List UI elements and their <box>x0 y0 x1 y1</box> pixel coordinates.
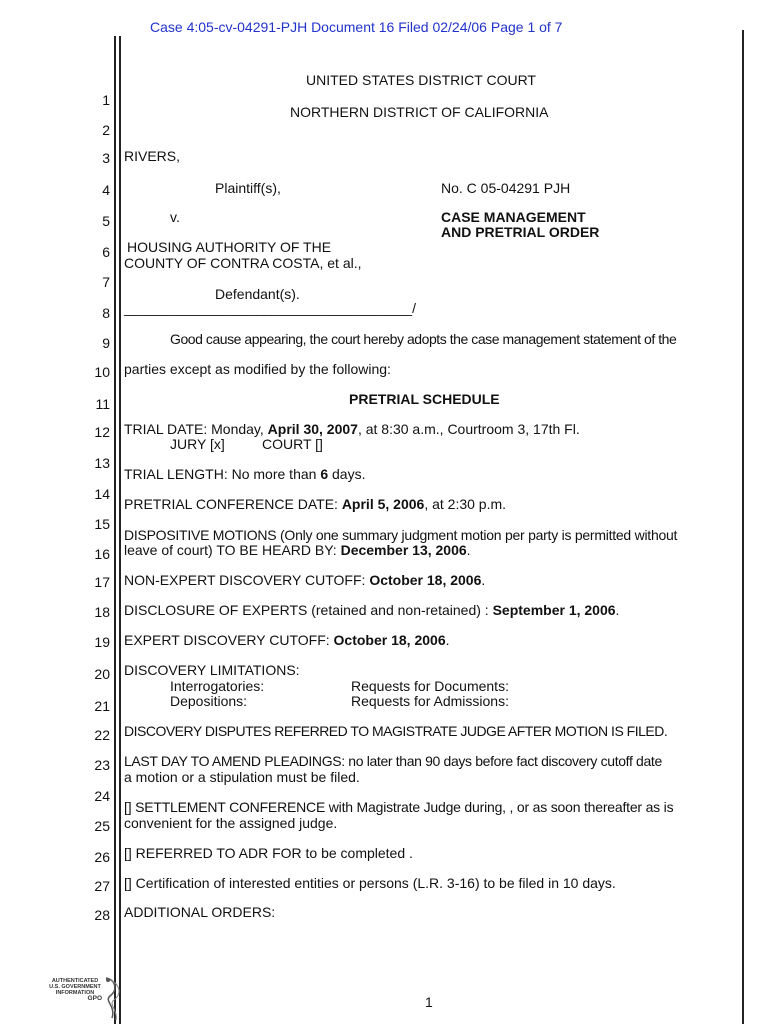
limitations-heading: DISCOVERY LIMITATIONS: <box>124 662 300 678</box>
intro-line2: parties except as modified by the following: <box>124 361 391 377</box>
case-number: No. C 05-04291 PJH <box>441 180 571 196</box>
intro-line1: Good cause appearing, the court hereby adopts the case management statement of the <box>170 331 677 347</box>
line-number: 2 <box>102 122 110 138</box>
expert-disclosure: DISCLOSURE OF EXPERTS (retained and non-retained) : September 1, 2006. <box>124 602 620 618</box>
page-number: 1 <box>425 994 433 1010</box>
trial-length: TRIAL LENGTH: No more than 6 days. <box>124 466 366 482</box>
pretrial-conference: PRETRIAL CONFERENCE DATE: April 5, 2006, at 2:30 p.m. <box>124 496 507 512</box>
line-number: 18 <box>94 604 110 620</box>
caption-underline: _____________________________________/ <box>124 300 416 316</box>
dispositive-line1: DISPOSITIVE MOTIONS (Only one summary judgment motion per party is permitted without <box>124 527 678 543</box>
line-number: 23 <box>94 757 110 773</box>
order-title-line2: AND PRETRIAL ORDER <box>441 224 600 240</box>
trial-court-option: COURT [] <box>262 436 323 452</box>
line-number: 25 <box>94 818 110 834</box>
line-number: 12 <box>94 424 110 440</box>
left-margin-rule-1 <box>114 36 116 1024</box>
court-name: UNITED STATES DISTRICT COURT <box>306 72 536 88</box>
amend-line1: LAST DAY TO AMEND PLEADINGS: no later than 90 days before fact discovery cutoff date <box>124 753 662 769</box>
line-number: 3 <box>102 150 110 166</box>
defendant-line2: COUNTY OF CONTRA COSTA, et al., <box>124 255 362 271</box>
line-number: 20 <box>94 666 110 682</box>
line-number: 9 <box>102 335 110 351</box>
trial-jury-option: JURY [x] <box>170 436 225 452</box>
left-margin-rule-2 <box>119 36 121 1024</box>
court-district: NORTHERN DISTRICT OF CALIFORNIA <box>290 104 549 120</box>
line-number: 6 <box>102 244 110 260</box>
expert-cutoff: EXPERT DISCOVERY CUTOFF: October 18, 2006. <box>124 632 450 648</box>
amend-line2: a motion or a stipulation must be filed. <box>124 769 360 785</box>
line-number: 22 <box>94 727 110 743</box>
settlement-line2: convenient for the assigned judge. <box>124 815 338 831</box>
line-number: 28 <box>94 907 110 923</box>
right-margin-rule <box>742 30 744 1024</box>
limit-interrogatories: Interrogatories: <box>170 678 265 694</box>
plaintiff-name: RIVERS, <box>124 148 181 164</box>
certification: [] Certification of interested entities or persons (L.R. 3-16) to be filed in 10 days. <box>124 875 616 891</box>
limit-admissions: Requests for Admissions: <box>351 693 509 709</box>
line-number: 7 <box>102 274 110 290</box>
line-number: 13 <box>94 455 110 471</box>
defendant-line1: HOUSING AUTHORITY OF THE <box>127 239 332 255</box>
limit-depositions: Depositions: <box>170 693 248 709</box>
limit-documents: Requests for Documents: <box>351 678 509 694</box>
line-number: 19 <box>94 634 110 650</box>
schedule-heading: PRETRIAL SCHEDULE <box>349 391 500 407</box>
line-number: 24 <box>94 788 110 804</box>
line-number: 1 <box>102 92 110 108</box>
line-number: 16 <box>94 546 110 562</box>
line-number: 5 <box>102 213 110 229</box>
line-number: 15 <box>94 516 110 532</box>
line-number: 4 <box>102 182 110 198</box>
gpo-authentication-seal: AUTHENTICATED U.S. GOVERNMENT INFORMATION GPO <box>44 974 124 1022</box>
line-number: 10 <box>94 364 110 380</box>
line-number: 27 <box>94 878 110 894</box>
line-number: 11 <box>95 396 110 412</box>
trial-date: TRIAL DATE: Monday, April 30, 2007, at 8:30 a.m., Courtroom 3, 17th Fl. <box>124 421 580 437</box>
settlement-line1: [] SETTLEMENT CONFERENCE with Magistrate Judge during, , or as soon thereafter as is <box>124 799 674 815</box>
line-number: 17 <box>94 574 110 590</box>
line-number: 14 <box>94 486 110 502</box>
nonexpert-cutoff: NON-EXPERT DISCOVERY CUTOFF: October 18, 2006. <box>124 572 486 588</box>
discovery-disputes: DISCOVERY DISPUTES REFERRED TO MAGISTRATE JUDGE AFTER MOTION IS FILED. <box>124 723 668 739</box>
defendant-role: Defendant(s). <box>215 286 300 302</box>
additional-orders: ADDITIONAL ORDERS: <box>124 904 276 920</box>
dispositive-line2: leave of court) TO BE HEARD BY: December 13, 2006. <box>124 542 471 558</box>
line-number: 8 <box>102 305 110 321</box>
order-title-line1: CASE MANAGEMENT <box>441 209 586 225</box>
plaintiff-role: Plaintiff(s), <box>215 180 281 196</box>
line-number: 21 <box>94 698 110 714</box>
document-header: Case 4:05-cv-04291-PJH Document 16 Filed 02/24/06 Page 1 of 7 <box>150 19 563 35</box>
gpo-eagle-icon <box>96 974 126 1022</box>
versus: v. <box>170 209 180 225</box>
line-number: 26 <box>94 849 110 865</box>
adr-referral: [] REFERRED TO ADR FOR to be completed . <box>124 845 413 861</box>
